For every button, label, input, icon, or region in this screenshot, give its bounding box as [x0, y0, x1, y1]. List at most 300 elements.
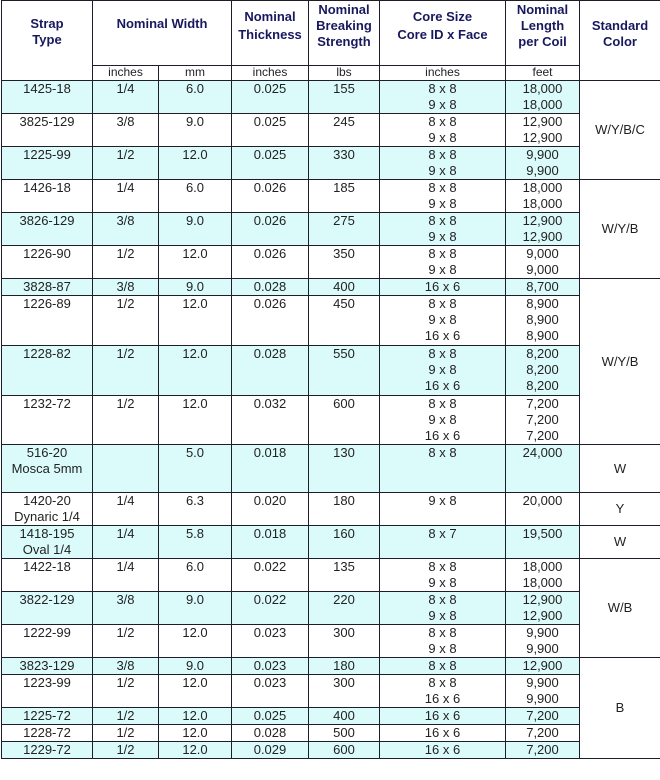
- strength-cell: [309, 213, 380, 246]
- thickness-cell-text: 0.028: [253, 346, 287, 361]
- header-nominal-width: Nominal Width: [93, 1, 232, 66]
- thickness-cell: [232, 625, 309, 658]
- core-size-cell-text: 16 x 6: [424, 725, 461, 740]
- strap-type-cell: [2, 592, 93, 625]
- thickness-cell-text: 0.028: [253, 725, 287, 740]
- standard-color-cell: W: [580, 526, 660, 559]
- width-mm-cell: [159, 114, 232, 147]
- length-cell-text: 12,900: [522, 130, 563, 145]
- width-inches-cell-text: 3/8: [116, 658, 135, 673]
- length-cell-text: 18,000: [522, 97, 563, 112]
- width-mm-cell: [159, 246, 232, 279]
- strap-type-cell-text: 1418-195: [19, 526, 75, 541]
- core-size-cell: [380, 445, 506, 493]
- core-size-cell-text: 9 x 8: [428, 575, 457, 590]
- core-size-cell-text: 16 x 6: [424, 428, 461, 443]
- length-cell-text: 9,000: [526, 246, 559, 261]
- strength-cell: [309, 526, 380, 559]
- width-mm-cell: [159, 445, 232, 493]
- length-cell: [506, 493, 580, 526]
- width-mm-cell: [159, 296, 232, 346]
- unit-length-feet: feet: [506, 66, 580, 81]
- header-nominal-thickness: [232, 1, 309, 66]
- width-mm-cell-text: 9.0: [185, 592, 205, 607]
- strength-cell-text: 155: [333, 81, 355, 96]
- thickness-cell-text: 0.025: [253, 708, 287, 723]
- width-inches-cell: [93, 493, 159, 526]
- length-cell: [506, 708, 580, 725]
- core-size-cell-text: 16 x 6: [424, 742, 461, 757]
- header-core-size: [380, 1, 506, 66]
- length-cell-text: 9,900: [526, 691, 559, 706]
- length-cell: [506, 279, 580, 296]
- thickness-cell-text: 0.029: [253, 742, 287, 757]
- thickness-cell-text: 0.022: [253, 559, 287, 574]
- strength-cell: [309, 147, 380, 180]
- length-cell-text: 8,200: [526, 346, 559, 361]
- thickness-cell: [232, 246, 309, 279]
- width-inches-cell-text: 1/2: [116, 147, 135, 162]
- width-inches-cell-text: 1/4: [116, 526, 135, 541]
- thickness-cell-text: 0.018: [253, 526, 287, 541]
- width-inches-cell: [93, 742, 159, 759]
- width-inches-cell: [93, 81, 159, 114]
- core-size-cell: [380, 658, 506, 675]
- length-cell-text: 9,900: [526, 625, 559, 640]
- thickness-cell: [232, 725, 309, 742]
- core-size-cell-text: 8 x 8: [428, 147, 457, 162]
- header-text: Nominal: [318, 2, 370, 17]
- thickness-cell-text: 0.025: [253, 147, 287, 162]
- standard-color-cell: W/Y/B: [580, 180, 660, 279]
- core-size-cell: [380, 625, 506, 658]
- header-row: [2, 1, 660, 66]
- width-inches-cell-text: [93, 445, 158, 461]
- thickness-cell: [232, 445, 309, 493]
- table-row: [2, 675, 660, 708]
- width-inches-cell: [93, 592, 159, 625]
- core-size-cell: [380, 180, 506, 213]
- standard-color-cell: Y: [580, 493, 660, 526]
- strap-type-cell-text: 1422-18: [23, 559, 71, 574]
- strap-type-cell: [2, 559, 93, 592]
- thickness-cell-text: 0.026: [253, 213, 287, 228]
- strength-cell: [309, 708, 380, 725]
- strap-type-cell: [2, 147, 93, 180]
- length-cell-text: 9,900: [526, 641, 559, 656]
- core-size-cell-text: 9 x 8: [428, 412, 457, 427]
- width-inches-cell-text: 1/2: [116, 742, 135, 757]
- strength-cell: [309, 180, 380, 213]
- length-cell: [506, 180, 580, 213]
- length-cell-text: 8,900: [526, 328, 559, 343]
- table-row: [2, 296, 660, 346]
- core-size-cell: [380, 675, 506, 708]
- length-cell: [506, 396, 580, 445]
- core-size-cell: [380, 81, 506, 114]
- strap-type-cell-text: 1225-99: [23, 147, 71, 162]
- strength-cell: [309, 296, 380, 346]
- standard-color-cell: W/Y/B/C: [580, 81, 660, 180]
- width-mm-cell-text: 6.0: [185, 81, 205, 96]
- strength-cell-text: 600: [333, 396, 355, 411]
- strength-cell: [309, 559, 380, 592]
- length-cell-text: 8,200: [526, 378, 559, 393]
- width-mm-cell-text: 5.0: [185, 445, 205, 460]
- unit-core-inches: inches: [380, 66, 506, 81]
- core-size-cell-text: 9 x 8: [428, 362, 457, 377]
- width-mm-cell: [159, 396, 232, 445]
- core-size-cell-text: 16 x 6: [424, 328, 461, 343]
- width-mm-cell-text: 6.0: [185, 180, 205, 195]
- width-mm-cell: [159, 279, 232, 296]
- strength-cell-text: 400: [333, 279, 355, 294]
- length-cell-text: 7,200: [526, 412, 559, 427]
- strap-type-cell-text: 1222-99: [23, 625, 71, 640]
- length-cell: [506, 81, 580, 114]
- core-size-cell-text: 8 x 8: [428, 346, 457, 361]
- width-inches-cell-text: 3/8: [116, 592, 135, 607]
- length-cell-text: 20,000: [522, 493, 563, 508]
- width-mm-cell: [159, 725, 232, 742]
- length-cell-text: 18,000: [522, 81, 563, 96]
- thickness-cell: [232, 675, 309, 708]
- core-size-cell-text: 9 x 8: [428, 130, 457, 145]
- strap-type-cell-text: 3823-129: [19, 658, 75, 673]
- width-inches-cell-text: 1/4: [116, 81, 135, 96]
- length-cell-text: 9,000: [526, 262, 559, 277]
- strength-cell-text: 180: [333, 493, 355, 508]
- strength-cell-text: 160: [333, 526, 355, 541]
- header-text: Type: [32, 32, 62, 47]
- length-cell: [506, 658, 580, 675]
- width-mm-cell-text: 6.3: [185, 493, 205, 508]
- strap-spec-table: [1, 0, 660, 759]
- strap-type-cell: [2, 675, 93, 708]
- length-cell: [506, 742, 580, 759]
- core-size-cell-text: 8 x 8: [428, 658, 457, 673]
- table-row: [2, 708, 660, 725]
- width-mm-cell: [159, 708, 232, 725]
- thickness-cell-text: 0.026: [253, 180, 287, 195]
- width-inches-cell: [93, 725, 159, 742]
- length-cell-text: 18,000: [522, 575, 563, 590]
- core-size-cell-text: 9 x 8: [428, 97, 457, 112]
- length-cell-text: 9,900: [526, 675, 559, 690]
- width-inches-cell-text: 1/2: [116, 625, 135, 640]
- width-mm-cell-text: 12.0: [182, 346, 208, 361]
- strength-cell: [309, 493, 380, 526]
- width-mm-cell-text: 12.0: [182, 675, 208, 690]
- length-cell-text: 12,900: [522, 114, 563, 129]
- core-size-cell-text: 16 x 6: [424, 691, 461, 706]
- thickness-cell-text: 0.023: [253, 675, 287, 690]
- strength-cell-text: 400: [333, 708, 355, 723]
- width-mm-cell-text: 12.0: [182, 147, 208, 162]
- header-text: per Coil: [518, 34, 567, 49]
- length-cell-text: 18,000: [522, 196, 563, 211]
- core-size-cell: [380, 147, 506, 180]
- width-inches-cell-text: 1/2: [116, 396, 135, 411]
- header-standard-color: [580, 1, 660, 81]
- strap-type-cell: [2, 81, 93, 114]
- thickness-cell: [232, 396, 309, 445]
- table-row: [2, 246, 660, 279]
- strap-type-cell-text: 3828-87: [23, 279, 71, 294]
- strength-cell: [309, 445, 380, 493]
- table-row: [2, 147, 660, 180]
- length-cell: [506, 675, 580, 708]
- units-row: [2, 66, 660, 81]
- length-cell: [506, 346, 580, 396]
- core-size-cell-text: 9 x 8: [428, 163, 457, 178]
- core-size-cell-text: 9 x 8: [428, 493, 457, 508]
- table-row: [2, 658, 660, 675]
- width-inches-cell-text: 1/2: [116, 675, 135, 690]
- width-inches-cell-text: 3/8: [116, 213, 135, 228]
- table-row: [2, 213, 660, 246]
- thickness-cell: [232, 346, 309, 396]
- length-cell-text: 12,900: [522, 658, 563, 673]
- strength-cell: [309, 725, 380, 742]
- unit-width-inches: inches: [93, 66, 159, 81]
- strength-cell-text: 500: [333, 725, 355, 740]
- header-text: Standard: [591, 18, 649, 33]
- table-row: [2, 346, 660, 396]
- thickness-cell: [232, 742, 309, 759]
- table-row: [2, 493, 660, 526]
- strap-type-cell-text: 1228-72: [23, 725, 71, 740]
- strap-type-cell-text: 1225-72: [23, 708, 71, 723]
- core-size-cell-text: 8 x 8: [428, 81, 457, 96]
- strap-type-cell: [2, 526, 93, 559]
- thickness-cell: [232, 296, 309, 346]
- header-text: Core Size: [412, 9, 473, 24]
- core-size-cell: [380, 296, 506, 346]
- width-inches-cell: [93, 675, 159, 708]
- length-cell-text: 18,000: [522, 559, 563, 574]
- length-cell-text: 8,200: [526, 362, 559, 377]
- table-row: [2, 396, 660, 445]
- table-row: [2, 114, 660, 147]
- width-inches-cell: [93, 526, 159, 559]
- length-cell: [506, 147, 580, 180]
- core-size-cell: [380, 742, 506, 759]
- header-text: Strength: [317, 34, 371, 49]
- table-row: [2, 725, 660, 742]
- core-size-cell-text: 8 x 8: [428, 445, 457, 460]
- length-cell-text: 7,200: [526, 725, 559, 740]
- width-inches-cell: [93, 296, 159, 346]
- strength-cell-text: 220: [333, 592, 355, 607]
- thickness-cell: [232, 180, 309, 213]
- core-size-cell-text: 9 x 8: [428, 262, 457, 277]
- strength-cell-text: 300: [333, 625, 355, 640]
- width-inches-cell: [93, 658, 159, 675]
- strength-cell-text: 130: [333, 445, 355, 460]
- core-size-cell-text: 8 x 8: [428, 114, 457, 129]
- strength-cell: [309, 658, 380, 675]
- strap-type-cell-text: 1226-90: [23, 246, 71, 261]
- length-cell: [506, 213, 580, 246]
- length-cell: [506, 445, 580, 493]
- length-cell-text: 19,500: [522, 526, 563, 541]
- thickness-cell: [232, 592, 309, 625]
- length-cell: [506, 725, 580, 742]
- width-mm-cell-text: 9.0: [185, 658, 205, 673]
- strength-cell-text: 330: [333, 147, 355, 162]
- table-row: [2, 526, 660, 559]
- core-size-cell: [380, 279, 506, 296]
- strength-cell-text: 600: [333, 742, 355, 757]
- length-cell-text: 9,900: [526, 163, 559, 178]
- strap-type-cell-text: 1229-72: [23, 742, 71, 757]
- thickness-cell-text: 0.026: [253, 246, 287, 261]
- width-inches-cell-text: 1/2: [116, 725, 135, 740]
- standard-color-cell: B: [580, 658, 660, 759]
- core-size-cell-text: 9 x 8: [428, 608, 457, 623]
- width-inches-cell-text: 3/8: [116, 114, 135, 129]
- length-cell-text: 24,000: [522, 445, 563, 460]
- thickness-cell-text: 0.025: [253, 81, 287, 96]
- core-size-cell-text: 8 x 8: [428, 625, 457, 640]
- core-size-cell: [380, 493, 506, 526]
- width-mm-cell: [159, 559, 232, 592]
- length-cell-text: 7,200: [526, 428, 559, 443]
- strap-type-cell-text: 1426-18: [23, 180, 71, 195]
- thickness-cell: [232, 493, 309, 526]
- width-mm-cell-text: 6.0: [185, 559, 205, 574]
- width-inches-cell: [93, 246, 159, 279]
- strength-cell: [309, 592, 380, 625]
- length-cell: [506, 526, 580, 559]
- strength-cell: [309, 625, 380, 658]
- header-strap-type: [2, 1, 93, 81]
- header-text: Strap: [30, 16, 64, 31]
- header-text: Thickness: [238, 27, 302, 42]
- core-size-cell-text: 8 x 8: [428, 396, 457, 411]
- header-text: Length: [520, 18, 565, 33]
- header-text: Nominal: [244, 9, 296, 24]
- table-row: [2, 279, 660, 296]
- table-row: [2, 625, 660, 658]
- header-text: Nominal: [516, 2, 569, 17]
- length-cell: [506, 625, 580, 658]
- width-inches-cell-text: 1/2: [116, 708, 135, 723]
- table-row: [2, 81, 660, 114]
- core-size-cell-text: 16 x 6: [424, 279, 461, 294]
- strap-type-cell-text: Oval 1/4: [22, 542, 72, 557]
- strap-type-cell: [2, 625, 93, 658]
- length-cell-text: 12,900: [522, 608, 563, 623]
- core-size-cell-text: 9 x 8: [428, 229, 457, 244]
- length-cell: [506, 559, 580, 592]
- header-breaking-strength: [309, 1, 380, 66]
- core-size-cell-text: 8 x 8: [428, 592, 457, 607]
- thickness-cell-text: 0.032: [253, 396, 287, 411]
- strength-cell-text: 180: [333, 658, 355, 673]
- length-cell: [506, 114, 580, 147]
- core-size-cell: [380, 559, 506, 592]
- strap-type-cell-text: 3825-129: [19, 114, 75, 129]
- width-mm-cell-text: 12.0: [182, 246, 208, 261]
- strap-type-cell-text: 1232-72: [23, 396, 71, 411]
- core-size-cell-text: 9 x 8: [428, 641, 457, 656]
- standard-color-cell: W: [580, 445, 660, 493]
- width-mm-cell: [159, 81, 232, 114]
- width-mm-cell: [159, 592, 232, 625]
- thickness-cell: [232, 559, 309, 592]
- width-mm-cell-text: 9.0: [185, 213, 205, 228]
- strength-cell: [309, 396, 380, 445]
- strap-type-cell-text: 3826-129: [19, 213, 75, 228]
- width-mm-cell: [159, 675, 232, 708]
- core-size-cell-text: 9 x 8: [428, 312, 457, 327]
- header-text: Core ID x Face: [397, 27, 488, 42]
- width-inches-cell-text: 1/2: [116, 346, 135, 361]
- length-cell-text: 7,200: [526, 742, 559, 757]
- core-size-cell: [380, 592, 506, 625]
- length-cell-text: 8,700: [526, 279, 559, 294]
- width-mm-cell-text: 9.0: [185, 279, 205, 294]
- width-mm-cell: [159, 346, 232, 396]
- table-row: [2, 559, 660, 592]
- core-size-cell-text: 16 x 6: [424, 378, 461, 393]
- strength-cell: [309, 279, 380, 296]
- strength-cell-text: 450: [333, 296, 355, 311]
- strap-type-cell-text: 516-20: [26, 445, 68, 460]
- strength-cell: [309, 114, 380, 147]
- strength-cell-text: 350: [333, 246, 355, 261]
- width-mm-cell-text: 12.0: [182, 296, 208, 311]
- length-cell-text: 12,900: [522, 592, 563, 607]
- width-mm-cell-text: 9.0: [185, 114, 205, 129]
- strap-type-cell: [2, 279, 93, 296]
- core-size-cell: [380, 246, 506, 279]
- thickness-cell-text: 0.022: [253, 592, 287, 607]
- strap-type-cell-text: 1223-99: [23, 675, 71, 690]
- core-size-cell: [380, 213, 506, 246]
- core-size-cell: [380, 396, 506, 445]
- thickness-cell: [232, 708, 309, 725]
- length-cell-text: 8,900: [526, 296, 559, 311]
- width-mm-cell-text: 12.0: [182, 725, 208, 740]
- strap-type-cell: [2, 246, 93, 279]
- width-inches-cell: [93, 147, 159, 180]
- header-text: Color: [603, 34, 637, 49]
- width-inches-cell-text: 1/2: [116, 296, 135, 311]
- width-inches-cell: [93, 279, 159, 296]
- width-inches-cell-text: 1/2: [116, 246, 135, 261]
- core-size-cell-text: 8 x 8: [428, 559, 457, 574]
- width-inches-cell: [93, 213, 159, 246]
- core-size-cell: [380, 708, 506, 725]
- table-body: [2, 81, 660, 759]
- width-mm-cell-text: 12.0: [182, 396, 208, 411]
- strength-cell: [309, 346, 380, 396]
- length-cell-text: 7,200: [526, 708, 559, 723]
- strength-cell-text: 300: [333, 675, 355, 690]
- strap-type-cell-text: 1226-89: [23, 296, 71, 311]
- strap-type-cell: [2, 493, 93, 526]
- length-cell-text: 12,900: [522, 229, 563, 244]
- strength-cell: [309, 81, 380, 114]
- unit-strength-lbs: lbs: [309, 66, 380, 81]
- width-inches-cell: [93, 625, 159, 658]
- width-inches-cell: [93, 180, 159, 213]
- width-inches-cell: [93, 396, 159, 445]
- thickness-cell: [232, 658, 309, 675]
